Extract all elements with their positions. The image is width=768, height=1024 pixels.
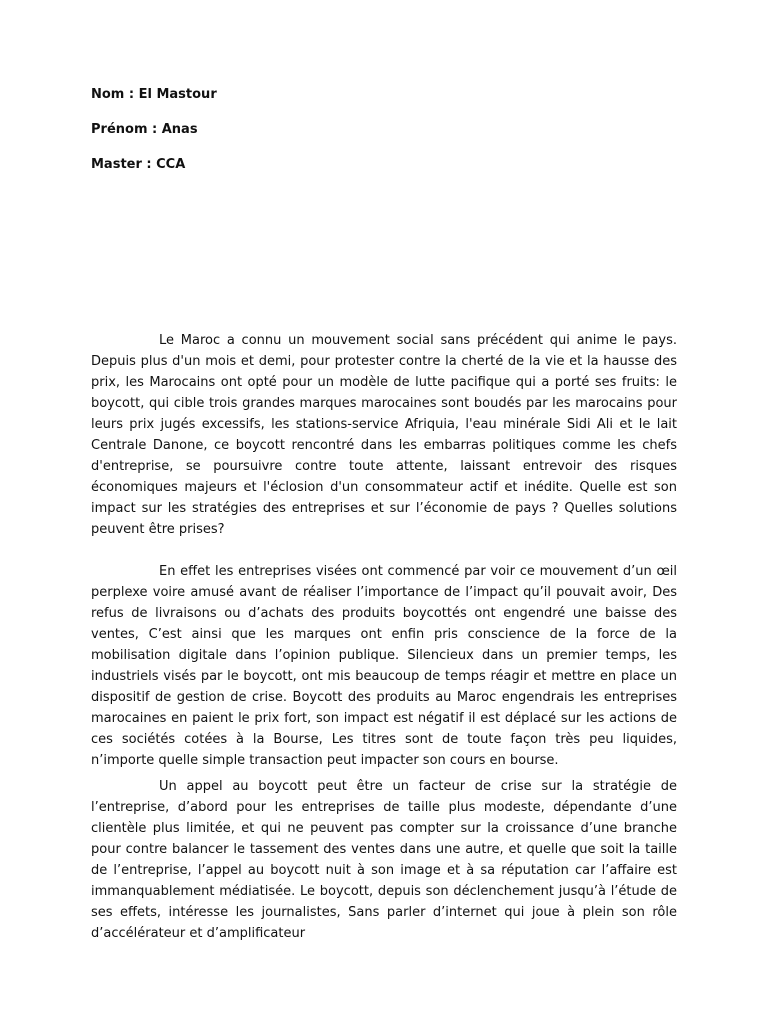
student-info xyxy=(91,86,491,191)
master-line: Master : CCA xyxy=(91,157,186,172)
paragraph-introduction: Le Maroc a connu un mouvement social sans précédent qui anime le pays. Depuis plus d'un mois et demi, pour protester contre la cherté de la vie et la hausse des prix, les Marocains ont opté pour un modèle de lutte pacifique qui a porté ses fruits: le boycott, qui cible trois grandes marques marocaines sont boudés par les marocains pour leurs prix jugés excessifs, les stations-service Afriquia, l'eau minérale Sidi Ali et le lait Centrale Danone, ce boycott rencontré dans les embarras politiques comme les chefs d'entreprise, se poursuivre contre toute attente, laissant entrevoir des risques économiques majeurs et l'éclosion d'un consommateur actif et inédite. Quelle est son impact sur les stratégies des entreprises et sur l’économie de pays ? Quelles solutions peuvent être prises? xyxy=(91,333,677,537)
nom-line: Nom : El Mastour xyxy=(91,87,217,102)
paragraph-impact: En effet les entreprises visées ont commencé par voir ce mouvement d’un œil perplexe voire amusé avant de réaliser l’importance de l’impact qu’il pouvait avoir, Des refus de livraisons ou d’achats des produits boycottés ont engendré une baisse des ventes, C’est ainsi que les marques ont enfin pris conscience de la force de la mobilisation digitale dans l’opinion publique. Silencieux dans un premier temps, les industriels visés par le boycott, ont mis beaucoup de temps réagir et mettre en place un dispositif de gestion de crise. Boycott des produits au Maroc engendrais les entreprises marocaines en paient le prix fort, son impact est négatif il est déplacé sur les actions de ces sociétés cotées à la Bourse, Les titres sont de toute façon très peu liquides, n’importe quelle simple transaction peut impacter son cours en bourse. xyxy=(91,564,677,768)
paragraph-crisis: Un appel au boycott peut être un facteur de crise sur la stratégie de l’entreprise, d’abord pour les entreprises de taille plus modeste, dépendante d’une clientèle plus limitée, et qui ne peuvent pas compter sur la croissance d’une branche pour contre balancer le tassement des ventes dans une autre, et quelle que soit la taille de l’entreprise, l’appel au boycott nuit à son image et à sa réputation car l’affaire est immanquablement médiatisée. Le boycott, depuis son déclenchement jusqu’à l’étude de ses effets, intéresse les journalistes, Sans parler d’internet qui joue à plein son rôle d’accélérateur et d’amplificateur xyxy=(91,779,677,941)
prenom-line: Prénom : Anas xyxy=(91,122,198,137)
